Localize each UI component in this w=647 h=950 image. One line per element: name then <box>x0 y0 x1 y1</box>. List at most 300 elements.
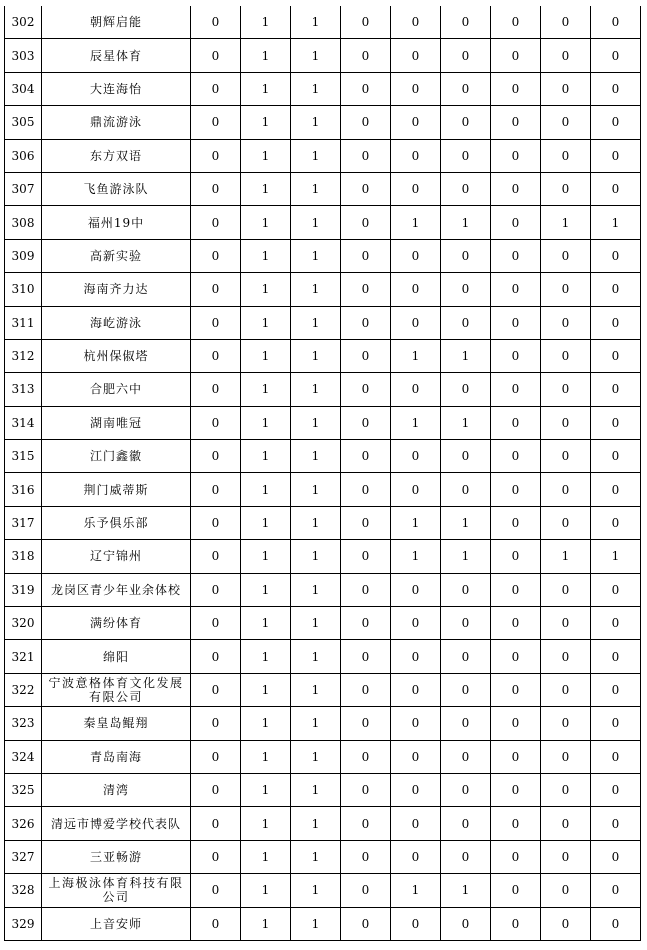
value-cell: 0 <box>191 172 241 205</box>
row-number: 314 <box>5 406 42 439</box>
value-cell: 0 <box>341 874 391 907</box>
value-cell: 0 <box>191 673 241 706</box>
value-cell: 0 <box>491 907 541 940</box>
table-row <box>5 373 641 406</box>
value-cell: 1 <box>391 206 441 239</box>
row-number: 303 <box>5 39 42 72</box>
value-cell: 0 <box>591 607 641 640</box>
value-cell: 0 <box>391 707 441 740</box>
table-row <box>5 406 641 439</box>
value-cell: 0 <box>191 6 241 39</box>
value-cell: 0 <box>541 440 591 473</box>
table-row <box>5 740 641 773</box>
value-cell: 0 <box>341 907 391 940</box>
value-cell: 0 <box>541 473 591 506</box>
value-cell: 0 <box>391 139 441 172</box>
value-cell: 1 <box>291 907 341 940</box>
value-cell: 1 <box>241 172 291 205</box>
value-cell: 1 <box>441 540 491 573</box>
value-cell: 0 <box>541 707 591 740</box>
value-cell: 0 <box>341 473 391 506</box>
value-cell: 0 <box>191 607 241 640</box>
row-number: 325 <box>5 773 42 806</box>
value-cell: 0 <box>591 840 641 873</box>
value-cell: 0 <box>591 874 641 907</box>
value-cell: 0 <box>441 607 491 640</box>
value-cell: 0 <box>191 406 241 439</box>
value-cell: 0 <box>591 139 641 172</box>
value-cell: 1 <box>291 640 341 673</box>
value-cell: 0 <box>491 540 541 573</box>
value-cell: 1 <box>241 6 291 39</box>
table-row <box>5 473 641 506</box>
row-number: 327 <box>5 840 42 873</box>
team-name: 上音安师 <box>42 907 191 940</box>
value-cell: 0 <box>341 807 391 840</box>
value-cell: 0 <box>391 106 441 139</box>
value-cell: 0 <box>591 306 641 339</box>
value-cell: 0 <box>491 239 541 272</box>
table-row <box>5 6 641 39</box>
table-row <box>5 607 641 640</box>
row-number: 313 <box>5 373 42 406</box>
value-cell: 1 <box>291 607 341 640</box>
value-cell: 1 <box>291 573 341 606</box>
value-cell: 1 <box>291 72 341 105</box>
value-cell: 0 <box>191 339 241 372</box>
value-cell: 1 <box>241 874 291 907</box>
table-row <box>5 273 641 306</box>
value-cell: 0 <box>191 273 241 306</box>
value-cell: 0 <box>541 840 591 873</box>
table-row <box>5 673 641 706</box>
value-cell: 0 <box>591 573 641 606</box>
value-cell: 0 <box>591 640 641 673</box>
table-row <box>5 840 641 873</box>
value-cell: 0 <box>541 874 591 907</box>
value-cell: 1 <box>241 607 291 640</box>
value-cell: 0 <box>191 740 241 773</box>
value-cell: 0 <box>391 440 441 473</box>
value-cell: 0 <box>191 540 241 573</box>
value-cell: 1 <box>291 373 341 406</box>
value-cell: 1 <box>241 306 291 339</box>
value-cell: 1 <box>241 540 291 573</box>
value-cell: 0 <box>441 807 491 840</box>
value-cell: 0 <box>441 707 491 740</box>
value-cell: 0 <box>391 373 441 406</box>
value-cell: 0 <box>591 473 641 506</box>
value-cell: 0 <box>441 907 491 940</box>
value-cell: 0 <box>391 306 441 339</box>
value-cell: 1 <box>441 339 491 372</box>
value-cell: 0 <box>541 39 591 72</box>
value-cell: 0 <box>491 6 541 39</box>
value-cell: 0 <box>491 373 541 406</box>
team-name: 上海极泳体育科技有限公司 <box>42 874 191 907</box>
team-name: 清远市博爱学校代表队 <box>42 807 191 840</box>
value-cell: 1 <box>291 39 341 72</box>
value-cell: 1 <box>291 473 341 506</box>
row-number: 315 <box>5 440 42 473</box>
value-cell: 0 <box>191 707 241 740</box>
value-cell: 1 <box>541 540 591 573</box>
team-name: 东方双语 <box>42 139 191 172</box>
value-cell: 0 <box>491 172 541 205</box>
table-body <box>5 6 641 940</box>
team-name: 辰星体育 <box>42 39 191 72</box>
team-name: 高新实验 <box>42 239 191 272</box>
value-cell: 0 <box>541 673 591 706</box>
value-cell: 0 <box>541 607 591 640</box>
table-row <box>5 807 641 840</box>
value-cell: 0 <box>541 172 591 205</box>
value-cell: 0 <box>541 773 591 806</box>
row-number: 320 <box>5 607 42 640</box>
value-cell: 0 <box>441 139 491 172</box>
value-cell: 1 <box>391 339 441 372</box>
row-number: 317 <box>5 506 42 539</box>
value-cell: 0 <box>541 740 591 773</box>
value-cell: 0 <box>491 640 541 673</box>
value-cell: 0 <box>441 773 491 806</box>
value-cell: 1 <box>241 206 291 239</box>
value-cell: 0 <box>441 473 491 506</box>
value-cell: 0 <box>441 740 491 773</box>
value-cell: 0 <box>341 840 391 873</box>
value-cell: 0 <box>341 72 391 105</box>
value-cell: 0 <box>541 239 591 272</box>
value-cell: 1 <box>541 206 591 239</box>
value-cell: 1 <box>241 573 291 606</box>
value-cell: 0 <box>591 106 641 139</box>
value-cell: 0 <box>541 406 591 439</box>
value-cell: 1 <box>241 139 291 172</box>
value-cell: 0 <box>191 773 241 806</box>
value-cell: 0 <box>441 573 491 606</box>
team-name: 江门鑫徽 <box>42 440 191 473</box>
table-row <box>5 239 641 272</box>
team-name: 满纷体育 <box>42 607 191 640</box>
value-cell: 1 <box>241 840 291 873</box>
row-number: 306 <box>5 139 42 172</box>
value-cell: 0 <box>491 139 541 172</box>
value-cell: 0 <box>441 373 491 406</box>
value-cell: 1 <box>291 406 341 439</box>
value-cell: 1 <box>441 206 491 239</box>
team-name: 三亚畅游 <box>42 840 191 873</box>
value-cell: 1 <box>241 807 291 840</box>
value-cell: 0 <box>191 39 241 72</box>
value-cell: 1 <box>291 773 341 806</box>
value-cell: 1 <box>291 673 341 706</box>
value-cell: 0 <box>391 907 441 940</box>
value-cell: 1 <box>391 506 441 539</box>
team-name: 秦皇岛鲲翔 <box>42 707 191 740</box>
value-cell: 0 <box>191 72 241 105</box>
value-cell: 0 <box>191 473 241 506</box>
value-cell: 1 <box>441 506 491 539</box>
value-cell: 0 <box>341 440 391 473</box>
value-cell: 0 <box>541 339 591 372</box>
value-cell: 0 <box>491 740 541 773</box>
value-cell: 0 <box>341 673 391 706</box>
value-cell: 0 <box>191 807 241 840</box>
value-cell: 0 <box>391 172 441 205</box>
value-cell: 1 <box>241 740 291 773</box>
results-table <box>4 6 641 941</box>
value-cell: 0 <box>491 707 541 740</box>
value-cell: 0 <box>341 6 391 39</box>
team-name: 绵阳 <box>42 640 191 673</box>
value-cell: 0 <box>191 907 241 940</box>
value-cell: 1 <box>241 406 291 439</box>
value-cell: 0 <box>191 874 241 907</box>
value-cell: 0 <box>391 740 441 773</box>
value-cell: 1 <box>241 273 291 306</box>
row-number: 308 <box>5 206 42 239</box>
value-cell: 0 <box>491 807 541 840</box>
value-cell: 0 <box>591 506 641 539</box>
table-row <box>5 540 641 573</box>
table-row <box>5 306 641 339</box>
value-cell: 1 <box>241 373 291 406</box>
value-cell: 1 <box>291 540 341 573</box>
value-cell: 0 <box>441 640 491 673</box>
row-number: 316 <box>5 473 42 506</box>
value-cell: 0 <box>391 239 441 272</box>
value-cell: 0 <box>591 39 641 72</box>
value-cell: 1 <box>241 39 291 72</box>
team-name: 鼎流游泳 <box>42 106 191 139</box>
value-cell: 1 <box>291 707 341 740</box>
team-name: 青岛南海 <box>42 740 191 773</box>
value-cell: 0 <box>341 373 391 406</box>
value-cell: 1 <box>291 874 341 907</box>
table-row <box>5 440 641 473</box>
value-cell: 0 <box>491 773 541 806</box>
value-cell: 1 <box>291 172 341 205</box>
value-cell: 1 <box>241 773 291 806</box>
value-cell: 0 <box>491 39 541 72</box>
value-cell: 0 <box>391 6 441 39</box>
value-cell: 0 <box>341 540 391 573</box>
value-cell: 0 <box>441 39 491 72</box>
table-row <box>5 640 641 673</box>
value-cell: 0 <box>341 740 391 773</box>
value-cell: 0 <box>341 273 391 306</box>
value-cell: 0 <box>341 506 391 539</box>
value-cell: 0 <box>541 273 591 306</box>
value-cell: 0 <box>491 440 541 473</box>
value-cell: 0 <box>491 339 541 372</box>
value-cell: 1 <box>291 840 341 873</box>
value-cell: 1 <box>291 106 341 139</box>
team-name: 辽宁锦州 <box>42 540 191 573</box>
value-cell: 0 <box>591 773 641 806</box>
value-cell: 0 <box>191 506 241 539</box>
value-cell: 1 <box>241 673 291 706</box>
table-row <box>5 139 641 172</box>
value-cell: 0 <box>441 172 491 205</box>
value-cell: 1 <box>241 907 291 940</box>
row-number: 318 <box>5 540 42 573</box>
row-number: 309 <box>5 239 42 272</box>
table-row <box>5 106 641 139</box>
value-cell: 1 <box>441 874 491 907</box>
value-cell: 1 <box>241 239 291 272</box>
team-name: 龙岗区青少年业余体校 <box>42 573 191 606</box>
value-cell: 0 <box>491 273 541 306</box>
value-cell: 0 <box>191 373 241 406</box>
value-cell: 0 <box>391 673 441 706</box>
row-number: 302 <box>5 6 42 39</box>
value-cell: 0 <box>491 607 541 640</box>
value-cell: 0 <box>341 106 391 139</box>
team-name: 海屹游泳 <box>42 306 191 339</box>
value-cell: 0 <box>491 573 541 606</box>
row-number: 305 <box>5 106 42 139</box>
value-cell: 1 <box>291 506 341 539</box>
value-cell: 0 <box>491 406 541 439</box>
table-row <box>5 506 641 539</box>
value-cell: 0 <box>341 139 391 172</box>
value-cell: 0 <box>591 907 641 940</box>
value-cell: 1 <box>291 440 341 473</box>
value-cell: 0 <box>541 506 591 539</box>
value-cell: 0 <box>591 339 641 372</box>
value-cell: 0 <box>341 640 391 673</box>
value-cell: 0 <box>591 6 641 39</box>
value-cell: 0 <box>591 239 641 272</box>
table-row <box>5 206 641 239</box>
value-cell: 1 <box>241 106 291 139</box>
value-cell: 0 <box>441 72 491 105</box>
team-name: 大连海怡 <box>42 72 191 105</box>
value-cell: 0 <box>191 440 241 473</box>
team-name: 宁波意格体育文化发展有限公司 <box>42 673 191 706</box>
value-cell: 1 <box>391 540 441 573</box>
value-cell: 0 <box>191 206 241 239</box>
row-number: 307 <box>5 172 42 205</box>
value-cell: 1 <box>291 239 341 272</box>
value-cell: 0 <box>591 707 641 740</box>
table-row <box>5 907 641 940</box>
value-cell: 1 <box>241 339 291 372</box>
value-cell: 0 <box>491 306 541 339</box>
row-number: 324 <box>5 740 42 773</box>
value-cell: 0 <box>341 707 391 740</box>
value-cell: 0 <box>541 373 591 406</box>
row-number: 311 <box>5 306 42 339</box>
value-cell: 0 <box>341 206 391 239</box>
value-cell: 1 <box>391 406 441 439</box>
value-cell: 1 <box>291 740 341 773</box>
value-cell: 0 <box>591 740 641 773</box>
value-cell: 0 <box>341 573 391 606</box>
team-name: 合肥六中 <box>42 373 191 406</box>
value-cell: 1 <box>241 473 291 506</box>
table-row <box>5 339 641 372</box>
team-name: 海南齐力达 <box>42 273 191 306</box>
value-cell: 0 <box>441 440 491 473</box>
value-cell: 0 <box>191 106 241 139</box>
value-cell: 0 <box>191 239 241 272</box>
table-row <box>5 773 641 806</box>
row-number: 322 <box>5 673 42 706</box>
value-cell: 1 <box>291 339 341 372</box>
value-cell: 0 <box>191 840 241 873</box>
value-cell: 0 <box>541 640 591 673</box>
value-cell: 0 <box>541 72 591 105</box>
value-cell: 1 <box>291 206 341 239</box>
value-cell: 0 <box>591 72 641 105</box>
table-row <box>5 172 641 205</box>
value-cell: 1 <box>591 206 641 239</box>
row-number: 326 <box>5 807 42 840</box>
team-name: 乐予俱乐部 <box>42 506 191 539</box>
value-cell: 0 <box>341 172 391 205</box>
table-row <box>5 573 641 606</box>
value-cell: 0 <box>441 673 491 706</box>
team-name: 飞鱼游泳队 <box>42 172 191 205</box>
value-cell: 0 <box>541 573 591 606</box>
value-cell: 0 <box>341 773 391 806</box>
value-cell: 0 <box>391 473 441 506</box>
value-cell: 1 <box>291 6 341 39</box>
row-number: 312 <box>5 339 42 372</box>
value-cell: 0 <box>541 106 591 139</box>
value-cell: 0 <box>341 339 391 372</box>
value-cell: 0 <box>591 172 641 205</box>
value-cell: 0 <box>491 206 541 239</box>
value-cell: 1 <box>241 72 291 105</box>
team-name: 朝辉启能 <box>42 6 191 39</box>
value-cell: 0 <box>491 506 541 539</box>
value-cell: 0 <box>541 139 591 172</box>
value-cell: 0 <box>391 72 441 105</box>
team-name: 福州19中 <box>42 206 191 239</box>
value-cell: 1 <box>291 306 341 339</box>
value-cell: 0 <box>341 239 391 272</box>
value-cell: 1 <box>291 139 341 172</box>
row-number: 323 <box>5 707 42 740</box>
value-cell: 1 <box>241 640 291 673</box>
value-cell: 0 <box>591 673 641 706</box>
value-cell: 0 <box>591 440 641 473</box>
value-cell: 0 <box>341 406 391 439</box>
value-cell: 0 <box>341 39 391 72</box>
team-name: 杭州保俶塔 <box>42 339 191 372</box>
value-cell: 0 <box>391 840 441 873</box>
value-cell: 0 <box>391 273 441 306</box>
team-name: 荆门威蒂斯 <box>42 473 191 506</box>
value-cell: 0 <box>541 807 591 840</box>
value-cell: 0 <box>341 607 391 640</box>
table-row <box>5 72 641 105</box>
table-row <box>5 707 641 740</box>
value-cell: 0 <box>191 139 241 172</box>
value-cell: 0 <box>491 840 541 873</box>
value-cell: 1 <box>291 273 341 306</box>
value-cell: 0 <box>391 607 441 640</box>
value-cell: 0 <box>491 72 541 105</box>
row-number: 328 <box>5 874 42 907</box>
value-cell: 0 <box>491 874 541 907</box>
value-cell: 0 <box>391 39 441 72</box>
row-number: 319 <box>5 573 42 606</box>
value-cell: 0 <box>191 640 241 673</box>
